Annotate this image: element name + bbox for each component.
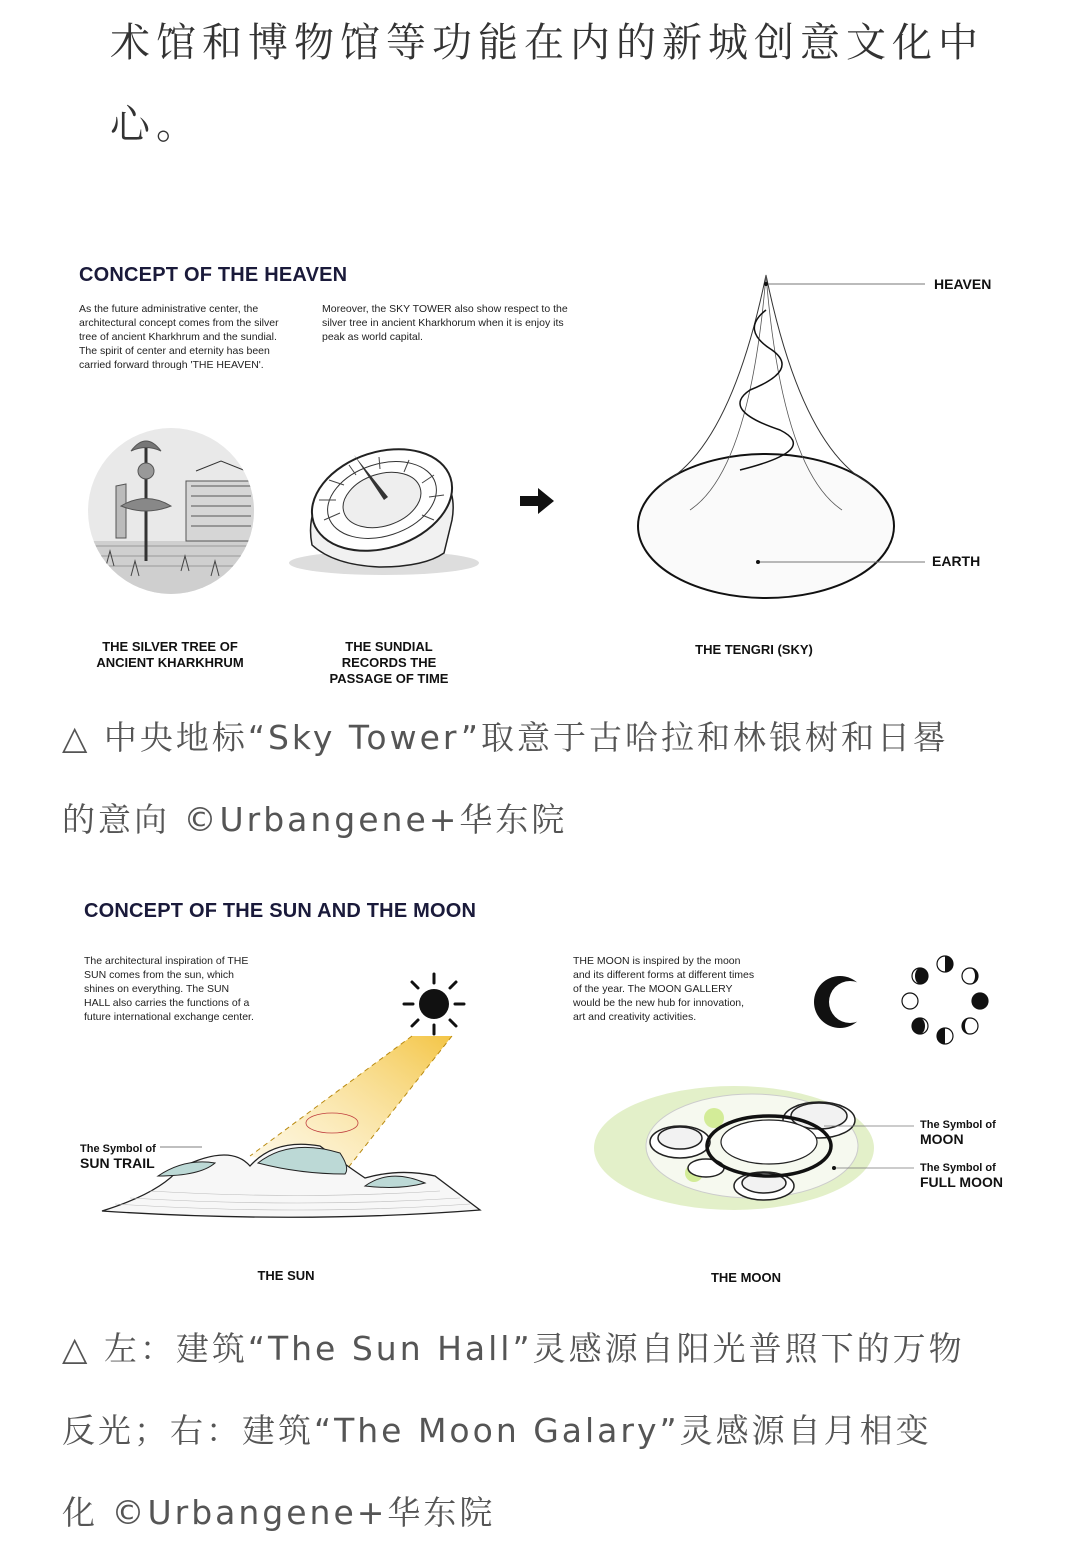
- label-moon-symbol: [920, 1118, 996, 1146]
- label-line: FULL MOON: [920, 1174, 1003, 1190]
- paragraph-left: The architectural inspiration of THE SUN comes from the sun, which shines on everything. The SUN HALL also carries the functions of a future international exchange center.: [84, 955, 254, 1023]
- figure-concept-heaven: [60, 240, 1020, 700]
- caption-1-line-2: 的意向 ©Urbangene+华东院: [62, 800, 568, 839]
- caption-sundial: [304, 639, 474, 687]
- label-sun-trail: [80, 1142, 156, 1170]
- sundial-illustration: [284, 435, 484, 585]
- caption-2: [62, 1308, 1022, 1554]
- caption-2-line-2: 反光；右：建筑“The Moon Galary”灵感源自月相变: [62, 1411, 932, 1450]
- paragraph-left: As the future administrative center, the architectural concept comes from the silver tree of ancient Kharkhrum and the sundial. The spirit of center and eternity has been carried forward through 'THE HEAVEN'.: [79, 303, 279, 371]
- intro-line-1: 术馆和博物馆等功能在内的新城创意文化中: [110, 20, 984, 66]
- label-line: MOON: [920, 1131, 964, 1147]
- label-line: The Symbol of: [80, 1143, 156, 1155]
- paragraph-right: Moreover, the SKY TOWER also show respect to the silver tree in ancient Kharkhorum when it is enjoy its peak as world capital.: [322, 303, 568, 343]
- intro-line-2: 心。: [110, 102, 202, 148]
- label-full-moon: [920, 1161, 1003, 1189]
- silver-tree-illustration: [86, 426, 256, 596]
- caption-2-line-1: △ 左：建筑“The Sun Hall”灵感源自阳光普照下的万物: [62, 1329, 965, 1368]
- caption-2-line-3: 化 ©Urbangene+华东院: [62, 1493, 496, 1532]
- moon-gallery-illustration: [594, 1078, 874, 1228]
- figure-concept-sun-moon: [60, 878, 1020, 1298]
- caption-line: ANCIENT KHARKHRUM: [96, 655, 244, 670]
- label-heaven: HEAVEN: [934, 276, 992, 292]
- caption-1-line-1: △ 中央地标“Sky Tower”取意于古哈拉和林银树和日晷: [62, 718, 949, 757]
- label-line: SUN TRAIL: [80, 1155, 155, 1171]
- label-line: The Symbol of: [920, 1162, 996, 1174]
- caption-the-sun: THE SUN: [257, 1268, 315, 1283]
- figure-title: CONCEPT OF THE HEAVEN: [79, 264, 348, 286]
- sun-hall-illustration: [100, 1028, 490, 1228]
- label-earth: EARTH: [932, 553, 981, 569]
- right-arrow-icon: [520, 488, 554, 514]
- caption-line: RECORDS THE: [341, 655, 437, 670]
- caption-line: THE SUNDIAL: [345, 639, 433, 654]
- caption-tengri: THE TENGRI (SKY): [695, 642, 813, 657]
- sun-icon: [402, 972, 466, 1036]
- paragraph-right: THE MOON is inspired by the moon and its different forms at different times of the year. The MOON GALLERY would be the new hub for innovation, art and creativity activities.: [573, 955, 755, 1023]
- label-line: The Symbol of: [920, 1119, 996, 1131]
- moon-phases-icon: [900, 956, 990, 1046]
- figure-title: CONCEPT OF THE SUN AND THE MOON: [84, 900, 477, 922]
- caption-line: THE SILVER TREE OF: [102, 639, 238, 654]
- caption-1: [62, 697, 1022, 861]
- caption-silver-tree: [80, 639, 260, 671]
- caption-the-moon: THE MOON: [710, 1270, 782, 1285]
- caption-line: PASSAGE OF TIME: [329, 671, 449, 686]
- crescent-moon-icon: [812, 974, 868, 1030]
